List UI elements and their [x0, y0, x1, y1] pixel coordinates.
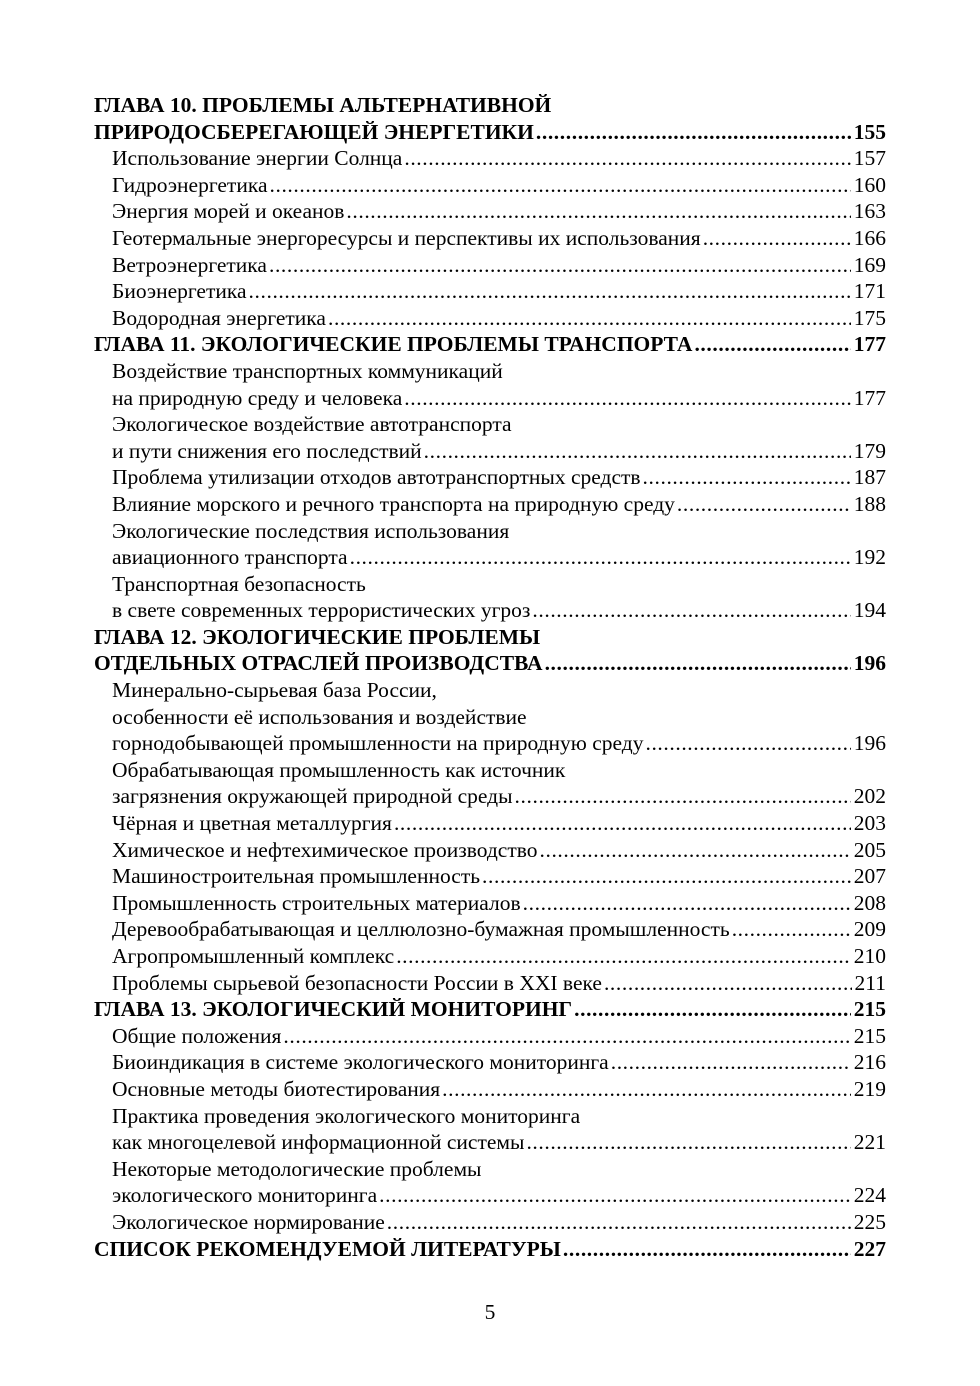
- toc-entry-title: Гидроэнергетика: [112, 172, 268, 197]
- toc-section-entry: [94, 810, 886, 837]
- toc-page-number: 169: [853, 252, 886, 277]
- toc-entry-line: [94, 1236, 886, 1263]
- dot-leader: [270, 172, 851, 199]
- dot-leader: [404, 385, 850, 412]
- dot-leader: [387, 1209, 851, 1236]
- toc-section-entry: [94, 1076, 886, 1103]
- toc-page-number: 216: [853, 1050, 886, 1075]
- toc-entry-title: особенности её использования и воздействие: [112, 704, 527, 729]
- toc-page-number: 163: [853, 199, 886, 224]
- toc-entry-title: как многоцелевой информационной системы: [112, 1130, 525, 1155]
- toc-section-entry: [94, 890, 886, 917]
- toc-entry-line: [94, 916, 886, 943]
- toc-entry-title: ГЛАВА 13. ЭКОЛОГИЧЕСКИЙ МОНИТОРИНГ: [94, 997, 573, 1022]
- toc-chapter-entry: [94, 92, 886, 145]
- toc-entry-line: [94, 704, 886, 731]
- toc-entry-line: [94, 278, 886, 305]
- toc-page-number: 215: [853, 997, 886, 1022]
- toc-entry-line: [94, 544, 886, 571]
- toc-section-entry: [94, 943, 886, 970]
- toc-entry-title: Воздействие транспортных коммуникаций: [112, 358, 503, 383]
- toc-entry-line: [94, 624, 886, 651]
- toc-entry-line: [94, 385, 886, 412]
- dot-leader: [346, 198, 850, 225]
- toc-entry-line: [94, 597, 886, 624]
- dot-leader: [442, 1076, 851, 1103]
- toc-entry-title: Ветроэнергетика: [112, 252, 267, 277]
- toc-section-entry: [94, 863, 886, 890]
- dot-leader: [350, 544, 851, 571]
- toc-entry-line: [94, 783, 886, 810]
- toc-entry-title: Транспортная безопасность: [112, 571, 366, 596]
- dot-leader: [703, 225, 851, 252]
- table-of-contents: [94, 92, 886, 1262]
- toc-entry-line: [94, 172, 886, 199]
- toc-section-entry: [94, 757, 886, 810]
- toc-entry-title: Проблема утилизации отходов автотранспортных средств: [112, 465, 641, 490]
- toc-page-number: 225: [853, 1209, 886, 1234]
- toc-section-entry: [94, 1049, 886, 1076]
- toc-section-entry: [94, 172, 886, 199]
- toc-entry-title: Использование энергии Солнца: [112, 146, 403, 171]
- toc-entry-line: [94, 1129, 886, 1156]
- toc-page-number: 179: [853, 438, 886, 463]
- toc-entry-title: Биоэнергетика: [112, 279, 247, 304]
- toc-section-entry: [94, 677, 886, 757]
- toc-page-number: 177: [853, 385, 886, 410]
- toc-entry-line: [94, 730, 886, 757]
- toc-entry-line: [94, 1049, 886, 1076]
- toc-entry-line: [94, 677, 886, 704]
- toc-entry-title: Практика проведения экологического мониторинга: [112, 1103, 581, 1128]
- toc-chapter-entry: [94, 996, 886, 1023]
- toc-page-number: 203: [853, 811, 886, 836]
- toc-entry-title: Энергия морей и океанов: [112, 199, 345, 224]
- toc-entry-line: [94, 1103, 886, 1130]
- toc-entry-line: [94, 810, 886, 837]
- toc-section-entry: [94, 837, 886, 864]
- toc-entry-line: [94, 1023, 886, 1050]
- toc-entry-title: Химическое и нефтехимическое производство: [112, 837, 538, 862]
- toc-entry-title: ОТДЕЛЬНЫХ ОТРАСЛЕЙ ПРОИЗВОДСТВА: [94, 651, 543, 676]
- toc-page-number: 160: [853, 172, 886, 197]
- toc-entry-title: Экологическое нормирование: [112, 1209, 385, 1234]
- toc-entry-title: Обрабатывающая промышленность как источник: [112, 757, 566, 782]
- toc-entry-line: [94, 305, 886, 332]
- toc-entry-line: [94, 996, 886, 1023]
- dot-leader: [732, 916, 851, 943]
- toc-section-entry: [94, 305, 886, 332]
- dot-leader: [523, 890, 851, 917]
- dot-leader: [394, 810, 851, 837]
- toc-page-number: 196: [853, 731, 886, 756]
- toc-entry-title: ГЛАВА 12. ЭКОЛОГИЧЕСКИЕ ПРОБЛЕМЫ: [94, 624, 541, 649]
- dot-leader: [645, 730, 850, 757]
- toc-entry-line: [94, 252, 886, 279]
- dot-leader: [694, 331, 850, 358]
- toc-entry-line: [94, 119, 886, 146]
- toc-section-entry: [94, 518, 886, 571]
- dot-leader: [677, 491, 851, 518]
- dot-leader: [396, 943, 851, 970]
- toc-page-number: 207: [853, 864, 886, 889]
- toc-page-number: 177: [853, 332, 886, 357]
- toc-section-entry: [94, 1103, 886, 1156]
- toc-section-entry: [94, 916, 886, 943]
- toc-entry-title: горнодобывающей промышленности на природную среду: [112, 731, 644, 756]
- toc-page-number: 187: [853, 465, 886, 490]
- toc-page-number: 211: [854, 970, 886, 995]
- toc-entry-title: Биоиндикация в системе экологического мониторинга: [112, 1050, 609, 1075]
- dot-leader: [482, 863, 851, 890]
- toc-entry-line: [94, 411, 886, 438]
- toc-entry-line: [94, 1182, 886, 1209]
- toc-section-entry: [94, 571, 886, 624]
- dot-leader: [643, 464, 851, 491]
- toc-entry-line: [94, 438, 886, 465]
- dot-leader: [404, 145, 850, 172]
- toc-entry-line: [94, 650, 886, 677]
- toc-page-number: 215: [853, 1023, 886, 1048]
- toc-section-entry: [94, 358, 886, 411]
- toc-entry-title: Экологические последствия использования: [112, 518, 510, 543]
- toc-section-entry: [94, 145, 886, 172]
- toc-entry-line: [94, 863, 886, 890]
- toc-page-number: 188: [853, 491, 886, 516]
- toc-entry-title: Экологическое воздействие автотранспорта: [112, 412, 512, 437]
- toc-entry-line: [94, 837, 886, 864]
- toc-entry-line: [94, 198, 886, 225]
- dot-leader: [515, 783, 851, 810]
- dot-leader: [328, 305, 851, 332]
- toc-page-number: 166: [853, 225, 886, 250]
- dot-leader: [574, 996, 851, 1023]
- dot-leader: [545, 650, 851, 677]
- toc-entry-title: Чёрная и цветная металлургия: [112, 811, 392, 836]
- toc-page-number: 219: [853, 1076, 886, 1101]
- toc-entry-title: Некоторые методологические проблемы: [112, 1156, 482, 1181]
- toc-page-number: 209: [853, 917, 886, 942]
- toc-entry-line: [94, 970, 886, 997]
- toc-section-entry: [94, 1023, 886, 1050]
- toc-entry-line: [94, 358, 886, 385]
- toc-section-entry: [94, 1209, 886, 1236]
- toc-entry-line: [94, 890, 886, 917]
- page-number: 5: [484, 1300, 496, 1324]
- toc-page-number: 221: [853, 1130, 886, 1155]
- toc-entry-line: [94, 464, 886, 491]
- toc-section-entry: [94, 278, 886, 305]
- dot-leader: [563, 1236, 851, 1263]
- toc-page-number: 196: [853, 651, 886, 676]
- toc-section-entry: [94, 1156, 886, 1209]
- toc-chapter-entry: [94, 624, 886, 677]
- toc-entry-line: [94, 331, 886, 358]
- dot-leader: [283, 1023, 850, 1050]
- toc-entry-title: экологического мониторинга: [112, 1183, 378, 1208]
- toc-entry-title: ГЛАВА 10. ПРОБЛЕМЫ АЛЬТЕРНАТИВНОЙ: [94, 93, 552, 117]
- toc-entry-line: [94, 518, 886, 545]
- toc-entry-title: ГЛАВА 11. ЭКОЛОГИЧЕСКИЕ ПРОБЛЕМЫ ТРАНСПОРТА: [94, 332, 693, 357]
- toc-entry-title: в свете современных террористических угроз: [112, 598, 531, 623]
- toc-entry-title: СПИСОК РЕКОМЕНДУЕМОЙ ЛИТЕРАТУРЫ: [94, 1236, 561, 1261]
- toc-entry-title: Агропромышленный комплекс: [112, 944, 395, 968]
- toc-entry-title: Проблемы сырьевой безопасности России в XXI веке: [112, 970, 602, 995]
- toc-section-entry: [94, 252, 886, 279]
- dot-leader: [249, 278, 851, 305]
- dot-leader: [532, 597, 850, 624]
- toc-entry-title: Геотермальные энергоресурсы и перспективы их использования: [112, 225, 701, 250]
- toc-page-number: 210: [853, 944, 886, 968]
- toc-entry-title: Основные методы биотестирования: [112, 1076, 441, 1101]
- toc-entry-line: [94, 571, 886, 598]
- toc-entry-title: ПРИРОДОСБЕРЕГАЮЩЕЙ ЭНЕРГЕТИКИ: [94, 119, 534, 144]
- toc-entry-title: Общие положения: [112, 1023, 282, 1048]
- toc-entry-line: [94, 1209, 886, 1236]
- dot-leader: [526, 1129, 850, 1156]
- toc-page-number: 208: [853, 890, 886, 915]
- toc-section-entry: [94, 970, 886, 997]
- toc-entry-line: [94, 757, 886, 784]
- toc-entry-line: [94, 145, 886, 172]
- dot-leader: [540, 837, 851, 864]
- toc-page-number: 157: [853, 146, 886, 171]
- toc-chapter-entry: [94, 331, 886, 358]
- toc-entry-title: на природную среду и человека: [112, 385, 403, 410]
- toc-section-entry: [94, 411, 886, 464]
- toc-section-entry: [94, 225, 886, 252]
- toc-entry-title: Минерально-сырьевая база России,: [112, 678, 437, 703]
- toc-section-entry: [94, 491, 886, 518]
- toc-entry-line: [94, 1156, 886, 1183]
- toc-page-number: 194: [853, 598, 886, 623]
- toc-page-number: 205: [853, 837, 886, 862]
- toc-entry-title: Промышленность строительных материалов: [112, 890, 521, 915]
- toc-entry-line: [94, 1076, 886, 1103]
- toc-entry-title: авиационного транспорта: [112, 545, 348, 570]
- dot-leader: [611, 1049, 851, 1076]
- toc-entry-title: Влияние морского и речного транспорта на природную среду: [112, 491, 675, 516]
- toc-entry-line: [94, 943, 886, 970]
- toc-page-number: 155: [853, 119, 886, 144]
- toc-entry-line: [94, 92, 886, 119]
- toc-page-number: 202: [853, 784, 886, 809]
- toc-entry-title: Деревообрабатывающая и целлюлозно-бумажная промышленность: [112, 917, 730, 942]
- dot-leader: [379, 1182, 851, 1209]
- toc-page-number: 224: [853, 1183, 886, 1208]
- toc-page-number: 171: [853, 279, 886, 304]
- toc-page-number: 175: [853, 305, 886, 330]
- dot-leader: [269, 252, 851, 279]
- toc-page-number: 227: [853, 1236, 886, 1261]
- toc-entry-title: Водородная энергетика: [112, 305, 326, 330]
- toc-page-number: 192: [853, 545, 886, 570]
- toc-chapter-entry: [94, 1236, 886, 1263]
- toc-entry-title: и пути снижения его последствий: [112, 438, 422, 463]
- toc-entry-title: Машиностроительная промышленность: [112, 864, 481, 889]
- toc-section-entry: [94, 464, 886, 491]
- dot-leader: [604, 970, 852, 997]
- toc-section-entry: [94, 198, 886, 225]
- toc-entry-line: [94, 491, 886, 518]
- dot-leader: [536, 119, 851, 146]
- toc-entry-line: [94, 225, 886, 252]
- dot-leader: [424, 438, 851, 465]
- toc-entry-title: загрязнения окружающей природной среды: [112, 784, 513, 809]
